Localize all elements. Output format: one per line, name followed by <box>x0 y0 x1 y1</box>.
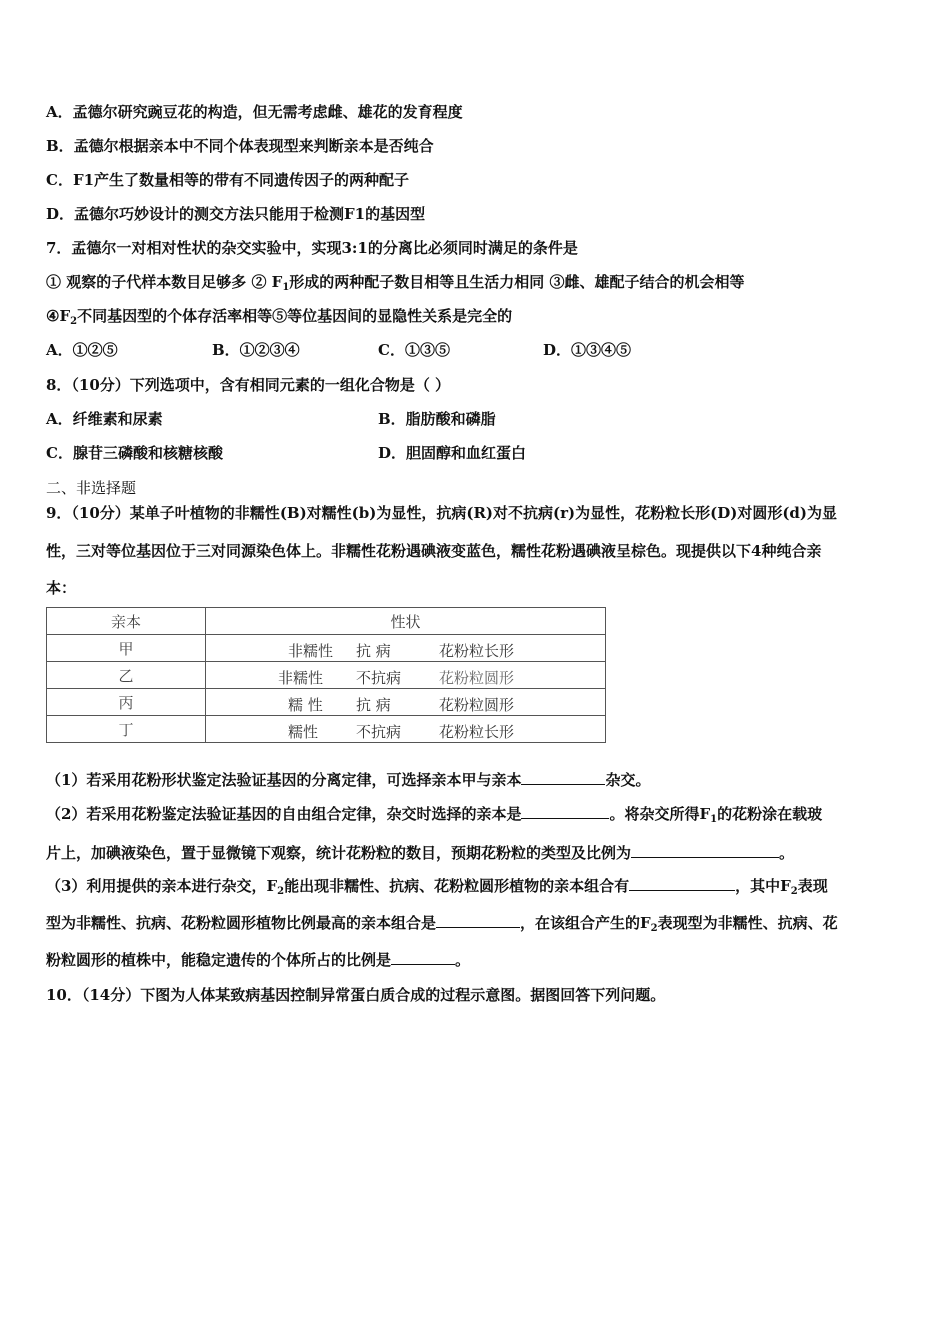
q9-part-3-line-2: 型为非糯性、抗病、花粉粒圆形植物比例最高的亲本组合是 ，在该组合产生的$F_2$表现型为非糯性、抗病、花 <box>46 914 838 934</box>
q9-part-1: （1）若采用花粉形状鉴定法验证基因的分离定律，可选择亲本甲与亲本 杂交。 <box>46 771 651 789</box>
q6-option-a: A．孟德尔研究豌豆花的构造，但无需考虑雌、雄花的发育程度 <box>46 103 463 121</box>
header-traits: 性状 <box>206 608 606 635</box>
q7-conditions-1: ① 观察的子代样本数目足够多 ② $F_1$形成的两种配子数目相等且生活力相同 ③雌、雄配子结合的机会相等 <box>46 273 745 293</box>
table-row <box>47 635 606 662</box>
q7-conditions-2: $④F_2$不同基因型的个体存活率相等⑤等位基因间的显隐性关系是完全的 <box>46 307 513 327</box>
answer-blank <box>521 804 609 819</box>
q10-stem: 10．（14分）下图为人体某致病基因控制异常蛋白质合成的过程示意图。据图回答下列问题。 <box>46 986 666 1004</box>
trait-disease: 不抗病 <box>356 669 402 687</box>
table-row <box>47 716 606 743</box>
parent-traits-table <box>46 607 606 743</box>
q6-option-d: D．孟德尔巧妙设计的测交方法只能用于检测F1的基因型 <box>46 205 426 223</box>
parent-cell: 丁 <box>47 716 206 743</box>
q8-option-c: C．腺苷三磷酸和核糖核酸 <box>46 444 223 462</box>
q9-stem-line-2: 性，三对等位基因位于三对同源染色体上。非糯性花粉遇碘液变蓝色，糯性花粉遇碘液呈棕色。现提供以下4种纯合亲 <box>46 542 822 560</box>
trait-pollen: 花粉粒长形 <box>439 642 515 660</box>
traits-cell <box>206 689 606 716</box>
q9-part-2-line-2: 片上，加碘液染色，置于显微镜下观察，统计花粉粒的数目，预期花粉粒的类型及比例为 。 <box>46 844 795 862</box>
q7-option-d: D．①③④⑤ <box>543 341 632 359</box>
q6-option-c: C．F1产生了数量相等的带有不同遗传因子的两种配子 <box>46 171 410 189</box>
q9-part-2-line-1: （2）若采用花粉鉴定法验证基因的自由组合定律，杂交时选择的亲本是 。将杂交所得$F_1$的花粉涂在载玻 <box>46 805 823 825</box>
section-title: 二、非选择题 <box>46 479 137 497</box>
q6-option-b: B．孟德尔根据亲本中不同个体表现型来判断亲本是否纯合 <box>46 137 434 155</box>
answer-blank <box>436 913 520 928</box>
parent-cell: 乙 <box>47 662 206 689</box>
trait-waxy: 糯性 <box>288 723 319 741</box>
header-parent: 亲本 <box>47 608 206 635</box>
trait-disease: 抗 病 <box>356 696 391 714</box>
q9-stem-line-3: 本： <box>46 579 77 597</box>
q8-option-d: D．胆固醇和血红蛋白 <box>378 444 527 462</box>
trait-disease: 抗 病 <box>356 642 391 660</box>
traits-cell <box>206 635 606 662</box>
trait-waxy: 非糯性 <box>278 669 324 687</box>
trait-waxy: 非糯性 <box>288 642 334 660</box>
table-row <box>47 662 606 689</box>
q9-part-3-line-1: （3）利用提供的亲本进行杂交，$F_2$能出现非糯性、抗病、花粉粒圆形植物的亲本组合有 ，其中$F_2$表现 <box>46 877 828 897</box>
q7-option-b: B．①②③④ <box>212 341 300 359</box>
q8-option-b: B．脂肪酸和磷脂 <box>378 410 496 428</box>
parent-cell: 丙 <box>47 689 206 716</box>
q7-stem: 7．孟德尔一对相对性状的杂交实验中，实现3:1的分离比必须同时满足的条件是 <box>46 239 578 257</box>
table-header-row <box>47 608 606 635</box>
q7-option-c: C．①③⑤ <box>378 341 450 359</box>
table-row <box>47 689 606 716</box>
q9-stem-line-1: 9．（10分）某单子叶植物的非糯性(B)对糯性(b)为显性，抗病(R)对不抗病(r)为显性，花粉粒长形(D)对圆形(d)为显 <box>46 504 838 522</box>
answer-blank <box>391 950 455 965</box>
trait-pollen: 花粉粒圆形 <box>439 669 515 687</box>
trait-pollen: 花粉粒长形 <box>439 723 515 741</box>
trait-waxy: 糯 性 <box>288 696 323 714</box>
q7-option-a: A．①②⑤ <box>46 341 118 359</box>
answer-blank <box>631 843 779 858</box>
q8-stem: 8．（10分）下列选项中，含有相同元素的一组化合物是（ ） <box>46 376 451 394</box>
traits-cell <box>206 662 606 689</box>
parent-cell: 甲 <box>47 635 206 662</box>
answer-blank <box>629 876 735 891</box>
traits-cell <box>206 716 606 743</box>
q8-option-a: A．纤维素和尿素 <box>46 410 163 428</box>
q9-part-3-line-3: 粉粒圆形的植株中，能稳定遗传的个体所占的比例是 。 <box>46 951 471 969</box>
trait-disease: 不抗病 <box>356 723 402 741</box>
answer-blank <box>521 770 605 785</box>
trait-pollen: 花粉粒圆形 <box>439 696 515 714</box>
